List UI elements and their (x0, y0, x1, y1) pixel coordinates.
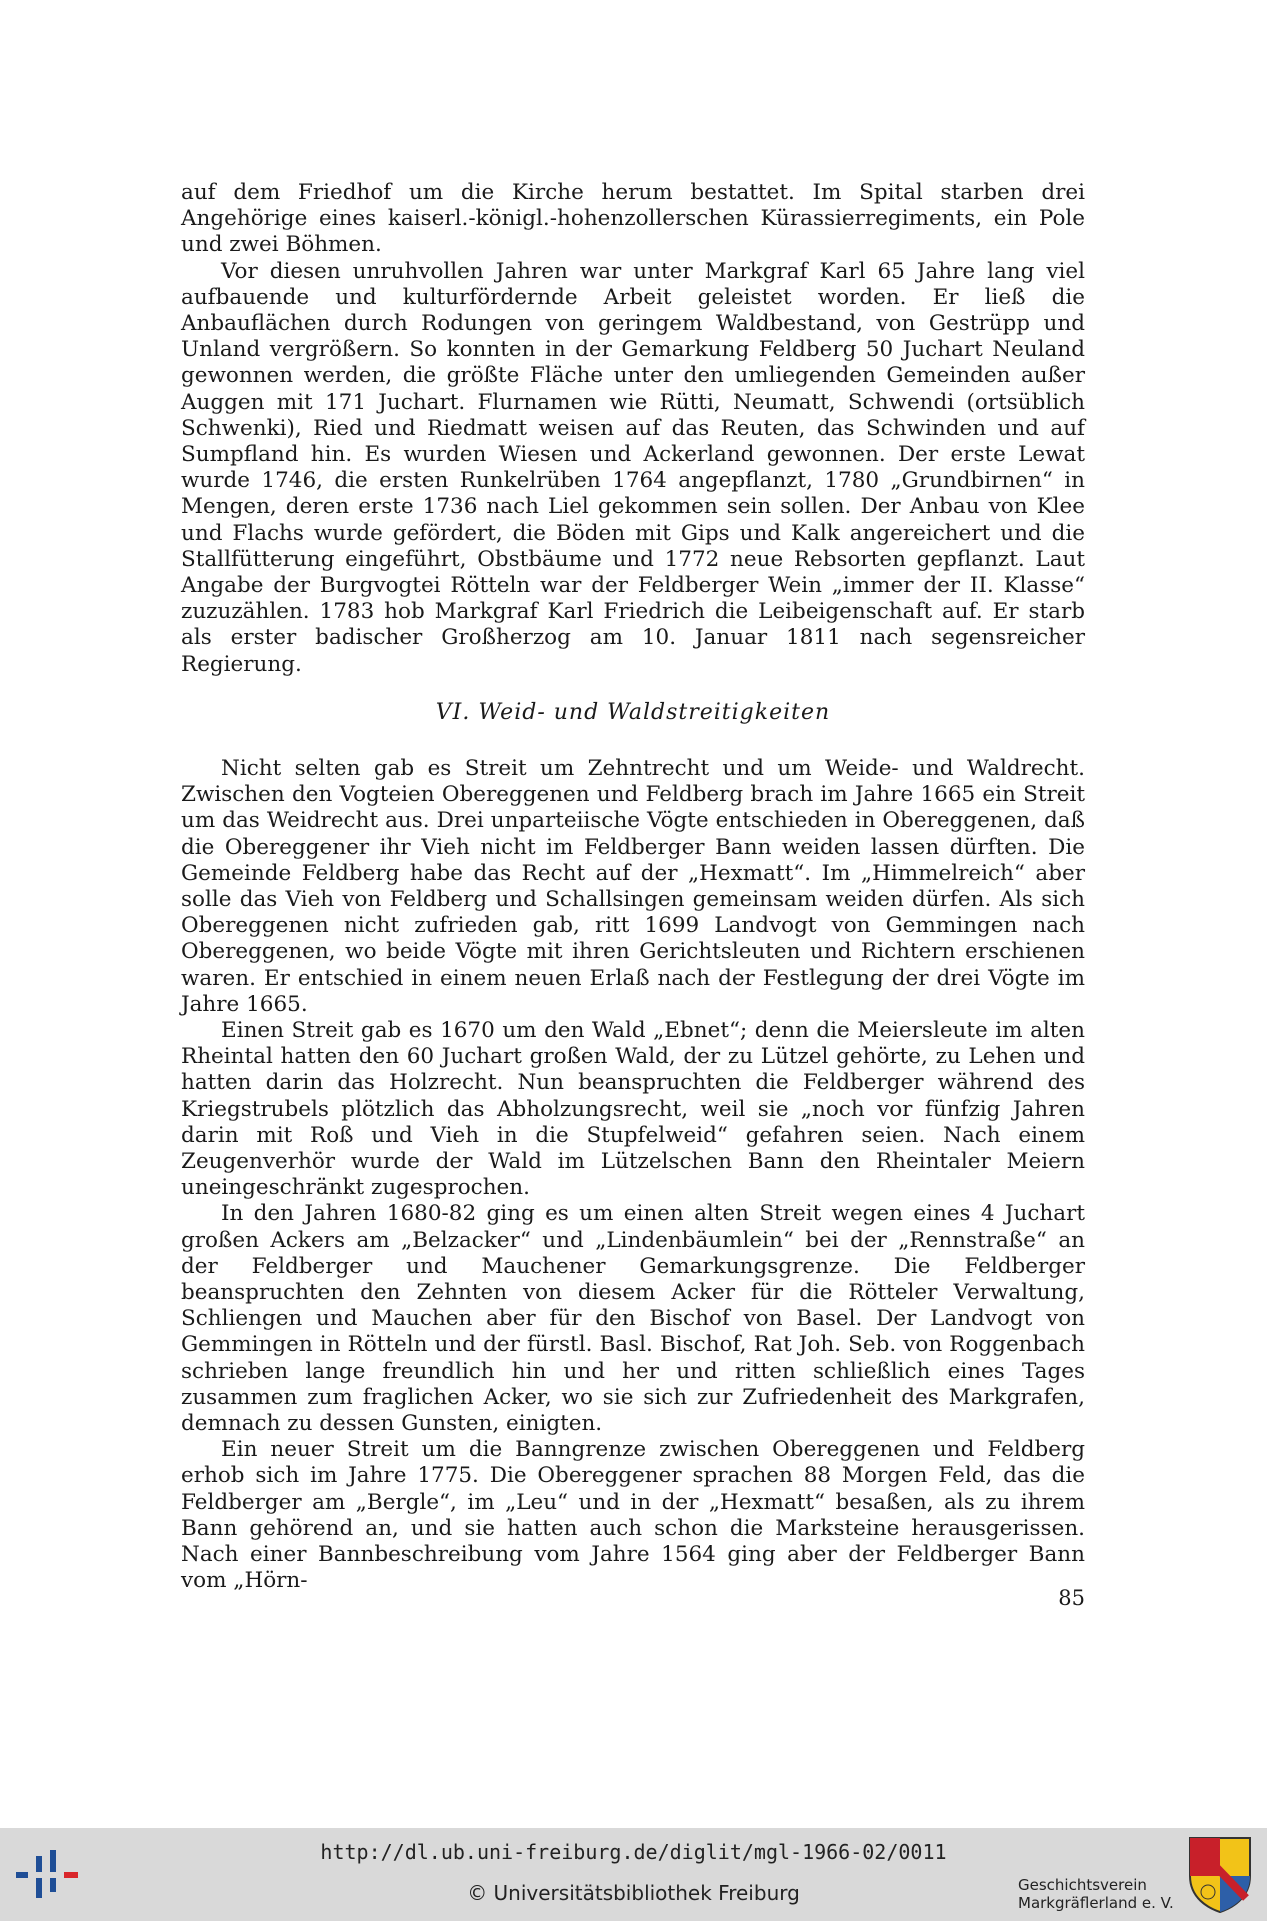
paragraph: In den Jahren 1680-82 ging es um einen alten Streit wegen eines 4 Juchart großen Ackers am „Belzacker“ und „Lindenbäumlein“ bei der „Rennstraße“ an der Feldberger und Mauchener Gemarkungsgrenze. Die Feldberger beanspruchten den Zehnten von diesem Acker für die Rötteler Verwaltung, Schliengen und Mauchen aber für den Bischof von Basel. Der Landvogt von Gemmingen in Rötteln und der fürstl. Basl. Bischof, Rat Joh. Seb. von Roggenbach schrieben lange freundlich hin und her und ritten schließlich eines Tages zusammen zum fraglichen Acker, wo sie sich zur Zufriedenheit des Markgrafen, demnach zu dessen Gunsten, einigten. (181, 1201, 1085, 1437)
paragraph: Vor diesen unruhvollen Jahren war unter Markgraf Karl 65 Jahre lang viel aufbauende und kulturfördernde Arbeit geleistet worden. Er ließ die Anbauflächen durch Rodungen von geringem Waldbestand, von Gestrüpp und Unland vergrößern. So konnten in der Gemarkung Feldberg 50 Juchart Neuland gewonnen werden, die größte Fläche unter den umliegenden Gemeinden außer Auggen mit 171 Juchart. Flurnamen wie Rütti, Neumatt, Schwendi (ortsüblich Schwenki), Ried und Riedmatt weisen auf das Reuten, das Schwinden und auf Sumpfland hin. Es wurden Wiesen und Ackerland gewonnen. Der erste Lewat wurde 1746, die ersten Runkelrüben 1764 angepflanzt, 1780 „Grundbirnen“ in Mengen, deren erste 1736 nach Liel gekommen sein sollen. Der Anbau von Klee und Flachs wurde gefördert, die Böden mit Gips und Kalk angereichert und die Stallfütterung eingeführt, Obstbäume und 1772 neue Rebsorten gepflanzt. Laut Angabe der Burgvogtei Rötteln war der Feldberger Wein „immer der II. Klasse“ zuzuzählen. 1783 hob Markgraf Karl Friedrich die Leibeigenschaft auf. Er starb als erster badischer Großherzog am 10. Januar 1811 nach segensreicher Regierung. (181, 258, 1085, 677)
coat-of-arms-icon (1188, 1836, 1252, 1914)
copyright-notice: © Universitätsbibliothek Freiburg (467, 1881, 800, 1905)
section-text (181, 756, 1085, 1595)
paragraph: Einen Streit gab es 1670 um den Wald „Ebnet“; denn die Meiersleute im alten Rheintal hatten den 60 Juchart großen Wald, der zu Lützel gehörte, zu Lehen und hatten darin das Holzrecht. Nun beanspruchten die Feldberger während des Kriegstrubels plötzlich das Abholzungsrecht, weil sie „noch vor fünfzig Jahren darin mit Roß und Vieh in die Stupfelweid“ gefahren seien. Nach einem Zeugenverhör wurde der Wald im Lützelschen Bann den Rheintaler Meiern uneingeschränkt zugesprochen. (181, 1018, 1085, 1201)
paragraph: auf dem Friedhof um die Kirche herum bestattet. Im Spital starben drei Angehörige eines kaiserl.-königl.-hohenzollerschen Kürassierregiments, ein Pole und zwei Böhmen. (181, 180, 1085, 258)
intro-text (181, 180, 1085, 678)
society-name (1018, 1876, 1174, 1912)
section-heading: VI. Weid- und Waldstreitigkeiten (435, 700, 831, 725)
footer-bar (0, 1828, 1267, 1921)
document-url[interactable]: http://dl.ub.uni-freiburg.de/diglit/mgl-1966-02/0011 (320, 1840, 947, 1864)
society-name-line: Geschichtsverein (1018, 1876, 1147, 1894)
paragraph: Ein neuer Streit um die Banngrenze zwischen Obereggenen und Feldberg erhob sich im Jahre 1775. Die Obereggener sprachen 88 Morgen Feld, das die Feldberger am „Bergle“, im „Leu“ und in der „Hexmatt“ besaßen, als zu ihrem Bann gehörend an, und sie hatten auch schon die Marksteine herausgerissen. Nach einer Bannbeschreibung vom Jahre 1564 ging aber der Feldberger Bann vom „Hörn- (181, 1437, 1085, 1594)
paragraph: Nicht selten gab es Streit um Zehntrecht und um Weide- und Waldrecht. Zwischen den Vogteien Obereggenen und Feldberg brach im Jahre 1665 ein Streit um das Weidrecht aus. Drei unparteiische Vögte entschieden in Obereggenen, daß die Obereggener ihr Vieh nicht im Feldberger Bann weiden lassen dürften. Die Gemeinde Feldberg habe das Recht auf der „Hexmatt“. Im „Himmelreich“ aber solle das Vieh von Feldberg und Schallsingen gemeinsam weiden dürfen. Als sich Obereggenen nicht zufrieden gab, ritt 1699 Landvogt von Gemmingen nach Obereggenen, wo beide Vögte mit ihren Gerichtsleuten und Richtern erschienen waren. Er entschied in einem neuen Erlaß nach der Festlegung der drei Vögte im Jahre 1665. (181, 756, 1085, 1017)
page-number: 85 (1058, 1586, 1085, 1610)
society-name-line: Markgräflerland e. V. (1018, 1894, 1174, 1912)
